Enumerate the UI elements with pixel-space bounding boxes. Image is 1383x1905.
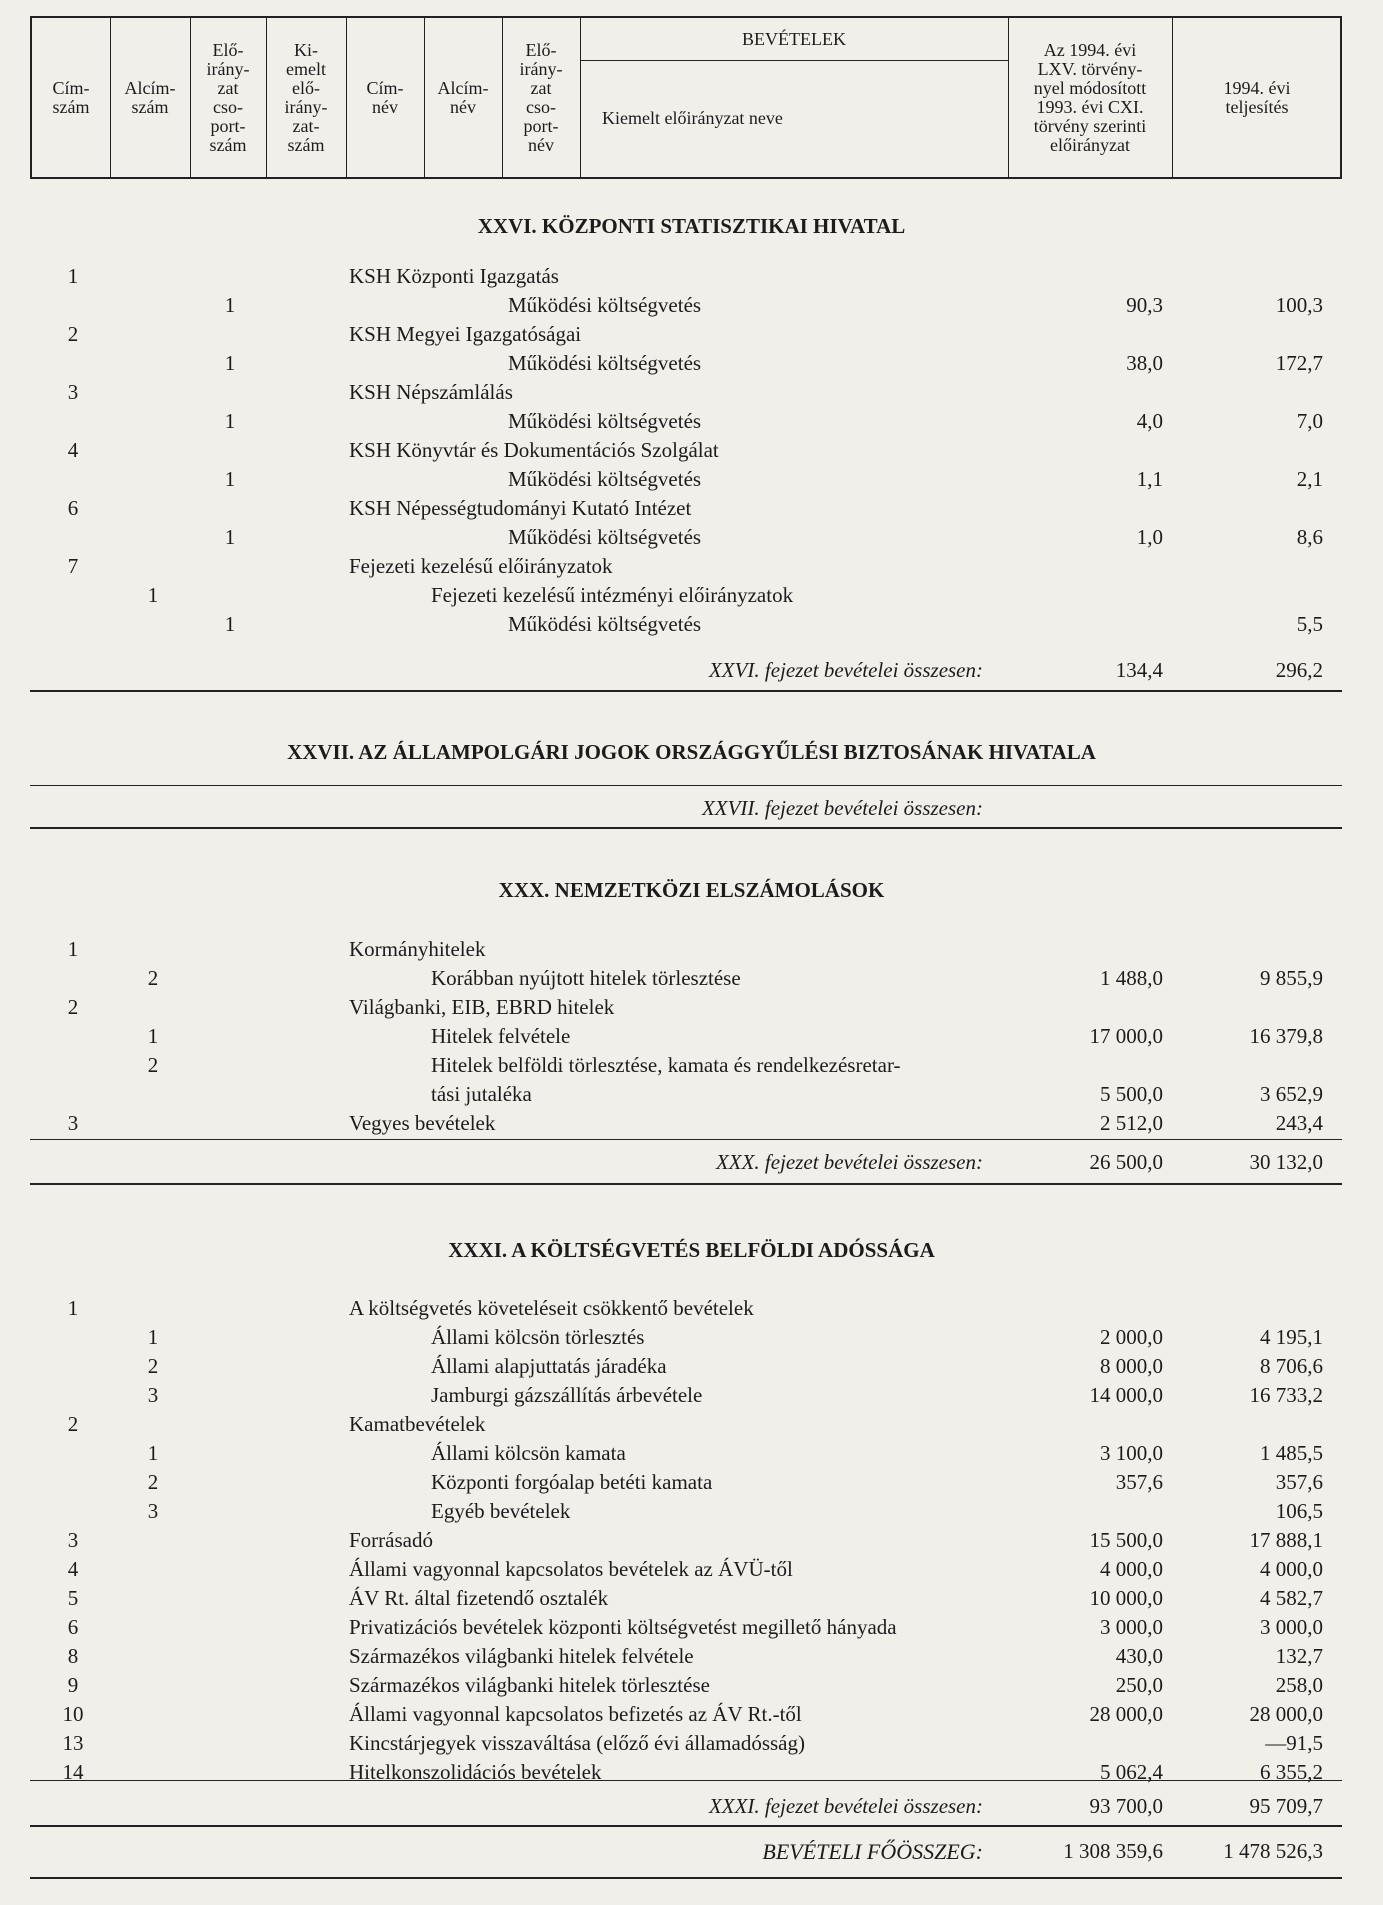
- teljesites-value: 4 582,7: [1260, 1586, 1323, 1610]
- section-total-label: XXVI. fejezet bevételei összesen:: [708, 658, 983, 682]
- teljesites-value: 17 888,1: [1249, 1528, 1323, 1552]
- section-total-eloiranyzat: 26 500,0: [1089, 1150, 1163, 1174]
- csoport-szam-cell: 1: [224, 293, 236, 317]
- eloiranyzat-value: 250,0: [1115, 1673, 1163, 1697]
- teljesites-value: 258,0: [1275, 1673, 1323, 1697]
- cim-szam-cell: 4: [67, 438, 79, 462]
- item-name-cell: Egyéb bevételek: [431, 1499, 571, 1523]
- item-name-cell: KSH Megyei Igazgatóságai: [349, 322, 582, 346]
- alcim-szam-cell: 3: [147, 1499, 159, 1523]
- item-name-cell: Privatizációs bevételek központi költségvetést megillető hányada: [349, 1615, 897, 1639]
- separator-line: [30, 827, 1342, 829]
- alcim-szam-cell: 2: [147, 966, 159, 990]
- header-bevetelek: BEVÉTELEK: [742, 28, 846, 49]
- cim-szam-cell: 4: [67, 1557, 79, 1581]
- section-total-row: [0, 1792, 1383, 1821]
- eloiranyzat-value: 14 000,0: [1089, 1383, 1163, 1407]
- section-total-eloiranyzat: 134,4: [1115, 658, 1163, 682]
- separator-line: [30, 1139, 1342, 1140]
- cim-szam-cell: 6: [67, 1615, 79, 1639]
- teljesites-value: 28 000,0: [1249, 1702, 1323, 1726]
- eloiranyzat-value: 357,6: [1115, 1470, 1163, 1494]
- teljesites-value: 9 855,9: [1260, 966, 1323, 990]
- alcim-szam-cell: 1: [147, 583, 159, 607]
- table-row: [0, 1022, 1383, 1051]
- item-name-cell: KSH Központi Igazgatás: [349, 264, 559, 288]
- teljesites-value: 243,4: [1275, 1111, 1323, 1135]
- cim-szam-cell: 2: [67, 322, 79, 346]
- teljesites-value: 4 195,1: [1260, 1325, 1323, 1349]
- item-name-cell: A költségvetés követeléseit csökkentő bevételek: [349, 1296, 754, 1320]
- item-name-cell: Működési költségvetés: [508, 351, 702, 375]
- separator-line: [30, 690, 1342, 692]
- table-row: [0, 964, 1383, 993]
- grand-total-teljesites: 1 478 526,3: [1223, 1839, 1323, 1863]
- eloiranyzat-value: 3 100,0: [1100, 1441, 1163, 1465]
- separator-line: [30, 1877, 1342, 1879]
- csoport-szam-cell: 1: [224, 467, 236, 491]
- table-row: [0, 1468, 1383, 1497]
- section-title: XXVII. AZ ÁLLAMPOLGÁRI JOGOK ORSZÁGGYŰLÉSI BIZTOSÁNAK HIVATALA: [287, 740, 1096, 764]
- table-row: [0, 1109, 1383, 1138]
- header-modositott-eloiranyzat: Az 1994. évi LXV. törvény- nyel módosított 1993. évi CXI. törvény szerinti előirányzat: [1033, 39, 1147, 155]
- teljesites-value: 106,5: [1275, 1499, 1323, 1523]
- table-row: [0, 494, 1383, 523]
- section-total-row: [0, 794, 1383, 823]
- cim-szam-cell: 6: [67, 496, 79, 520]
- teljesites-value: 16 379,8: [1249, 1024, 1323, 1048]
- item-name-cell: Működési költségvetés: [508, 293, 702, 317]
- eloiranyzat-value: 17 000,0: [1089, 1024, 1163, 1048]
- table-row: [0, 1381, 1383, 1410]
- table-row: [0, 1526, 1383, 1555]
- table-row: [0, 523, 1383, 552]
- table-row: [0, 552, 1383, 581]
- table-row: [0, 1080, 1383, 1109]
- table-row: [0, 1642, 1383, 1671]
- cim-szam-cell: 1: [67, 264, 79, 288]
- csoport-szam-cell: 1: [224, 351, 236, 375]
- teljesites-value: 8,6: [1296, 525, 1323, 549]
- table-row: [0, 1613, 1383, 1642]
- item-name-cell: Származékos világbanki hitelek törlesztése: [349, 1673, 710, 1697]
- table-row: [0, 1439, 1383, 1468]
- item-name-cell: Állami vagyonnal kapcsolatos befizetés az ÁV Rt.-től: [349, 1702, 802, 1726]
- item-name-cell: KSH Könyvtár és Dokumentációs Szolgálat: [349, 438, 719, 462]
- eloiranyzat-value: 1,0: [1136, 525, 1163, 549]
- item-name-cell: tási jutaléka: [431, 1082, 532, 1106]
- eloiranyzat-value: 8 000,0: [1100, 1354, 1163, 1378]
- teljesites-value: 8 706,6: [1260, 1354, 1323, 1378]
- header-kiemelt-eloiranyzat-szam: Ki- emelt elő- irány- zat- szám: [284, 39, 328, 155]
- table-row: [0, 291, 1383, 320]
- teljesites-value: 4 000,0: [1260, 1557, 1323, 1581]
- alcim-szam-cell: 2: [147, 1470, 159, 1494]
- alcim-szam-cell: 1: [147, 1024, 159, 1048]
- section-total-label: XXVII. fejezet bevételei összesen:: [701, 796, 983, 820]
- item-name-cell: ÁV Rt. által fizetendő osztalék: [349, 1586, 609, 1610]
- eloiranyzat-value: 38,0: [1126, 351, 1163, 375]
- eloiranyzat-value: 1,1: [1136, 467, 1163, 491]
- cim-szam-cell: 13: [62, 1731, 84, 1755]
- teljesites-value: 132,7: [1275, 1644, 1323, 1668]
- table-row: [0, 1758, 1383, 1787]
- table-row: [0, 1323, 1383, 1352]
- table-row: [0, 1729, 1383, 1758]
- teljesites-value: 1 485,5: [1260, 1441, 1323, 1465]
- item-name-cell: Állami kölcsön kamata: [431, 1441, 626, 1465]
- item-name-cell: Működési költségvetés: [508, 467, 702, 491]
- separator-line: [30, 1183, 1342, 1185]
- teljesites-value: 357,6: [1275, 1470, 1323, 1494]
- teljesites-value: 3 000,0: [1260, 1615, 1323, 1639]
- eloiranyzat-value: 28 000,0: [1089, 1702, 1163, 1726]
- teljesites-value: 3 652,9: [1260, 1082, 1323, 1106]
- teljesites-value: 6 355,2: [1260, 1760, 1323, 1784]
- item-name-cell: Korábban nyújtott hitelek törlesztése: [431, 966, 741, 990]
- grand-total-row: [0, 1837, 1383, 1866]
- section-title: XXVI. KÖZPONTI STATISZTIKAI HIVATAL: [477, 214, 906, 238]
- header-eloiranyzat-csoport-szam: Elő- irány- zat cso- port- szám: [206, 39, 250, 155]
- table-row: [0, 581, 1383, 610]
- table-row: [0, 262, 1383, 291]
- cim-szam-cell: 9: [67, 1673, 79, 1697]
- table-row: [0, 1051, 1383, 1080]
- item-name-cell: Működési költségvetés: [508, 525, 702, 549]
- header-teljesites: 1994. évi teljesítés: [1223, 77, 1291, 117]
- alcim-szam-cell: 1: [147, 1441, 159, 1465]
- item-name-cell: Fejezeti kezelésű előirányzatok: [349, 554, 613, 578]
- section-total-row: [0, 656, 1383, 685]
- item-name-cell: KSH Népességtudományi Kutató Intézet: [349, 496, 692, 520]
- cim-szam-cell: 10: [62, 1702, 84, 1726]
- table-row: [0, 465, 1383, 494]
- item-name-cell: KSH Népszámlálás: [349, 380, 513, 404]
- header-alcim-szam: Alcím- szám: [124, 77, 176, 117]
- cim-szam-cell: 1: [67, 1296, 79, 1320]
- eloiranyzat-value: 3 000,0: [1100, 1615, 1163, 1639]
- grand-total-eloiranyzat: 1 308 359,6: [1063, 1839, 1163, 1863]
- section-total-teljesites: 30 132,0: [1249, 1150, 1323, 1174]
- table-row: [0, 610, 1383, 639]
- eloiranyzat-value: 2 000,0: [1100, 1325, 1163, 1349]
- cim-szam-cell: 2: [67, 1412, 79, 1436]
- item-name-cell: Világbanki, EIB, EBRD hitelek: [349, 995, 615, 1019]
- item-name-cell: Központi forgóalap betéti kamata: [431, 1470, 713, 1494]
- header-eloiranyzat-csoport-nev: Elő- irány- zat cso- port- név: [519, 39, 563, 155]
- table-row: [0, 1410, 1383, 1439]
- item-name-cell: Működési költségvetés: [508, 612, 702, 636]
- table-row: [0, 1352, 1383, 1381]
- eloiranyzat-value: 4 000,0: [1100, 1557, 1163, 1581]
- grand-total-label: BEVÉTELI FŐÖSSZEG:: [762, 1839, 983, 1864]
- table-row: [0, 935, 1383, 964]
- cim-szam-cell: 5: [67, 1586, 79, 1610]
- table-row: [0, 1294, 1383, 1323]
- section-total-row: [0, 1148, 1383, 1177]
- csoport-szam-cell: 1: [224, 612, 236, 636]
- section-total-teljesites: 95 709,7: [1249, 1794, 1323, 1818]
- cim-szam-cell: 3: [67, 1528, 79, 1552]
- item-name-cell: Állami kölcsön törlesztés: [431, 1325, 645, 1349]
- header-alcim-nev: Alcím- név: [437, 77, 489, 117]
- table-row: [0, 1555, 1383, 1584]
- eloiranyzat-value: 5 062,4: [1100, 1760, 1163, 1784]
- item-name-cell: Származékos világbanki hitelek felvétele: [349, 1644, 694, 1668]
- cim-szam-cell: 7: [67, 554, 79, 578]
- item-name-cell: Fejezeti kezelésű intézményi előirányzatok: [431, 583, 794, 607]
- table-row: [0, 407, 1383, 436]
- header-kiemelt-eloiranyzat-neve: Kiemelt előirányzat neve: [602, 108, 783, 128]
- table-row: [0, 378, 1383, 407]
- eloiranyzat-value: 10 000,0: [1089, 1586, 1163, 1610]
- separator-line: [30, 1780, 1342, 1781]
- cim-szam-cell: 14: [62, 1760, 84, 1784]
- eloiranyzat-value: 5 500,0: [1100, 1082, 1163, 1106]
- alcim-szam-cell: 2: [147, 1053, 159, 1077]
- csoport-szam-cell: 1: [224, 409, 236, 433]
- item-name-cell: Állami alapjuttatás járadéka: [431, 1354, 667, 1378]
- table-row: [0, 1671, 1383, 1700]
- header-cim-nev: Cím- név: [366, 77, 404, 117]
- section-total-label: XXXI. fejezet bevételei összesen:: [708, 1794, 983, 1818]
- table-header: [30, 16, 1342, 179]
- section-total-label: XXX. fejezet bevételei összesen:: [715, 1150, 983, 1174]
- item-name-cell: Kincstárjegyek visszaváltása (előző évi államadósság): [349, 1731, 805, 1755]
- eloiranyzat-value: 90,3: [1126, 293, 1163, 317]
- eloiranyzat-value: 15 500,0: [1089, 1528, 1163, 1552]
- item-name-cell: Forrásadó: [349, 1528, 433, 1552]
- section-total-eloiranyzat: 93 700,0: [1089, 1794, 1163, 1818]
- section-title: XXXI. A KÖLTSÉGVETÉS BELFÖLDI ADÓSSÁGA: [448, 1238, 935, 1262]
- teljesites-value: 100,3: [1275, 293, 1323, 317]
- table-row: [0, 1700, 1383, 1729]
- alcim-szam-cell: 3: [147, 1383, 159, 1407]
- teljesites-value: —91,5: [1265, 1731, 1323, 1755]
- teljesites-value: 7,0: [1296, 409, 1323, 433]
- separator-line: [30, 1825, 1342, 1827]
- cim-szam-cell: 3: [67, 380, 79, 404]
- alcim-szam-cell: 1: [147, 1325, 159, 1349]
- table-row: [0, 436, 1383, 465]
- item-name-cell: Kamatbevételek: [349, 1412, 486, 1436]
- cim-szam-cell: 1: [67, 937, 79, 961]
- alcim-szam-cell: 2: [147, 1354, 159, 1378]
- table-row: [0, 1584, 1383, 1613]
- cim-szam-cell: 2: [67, 995, 79, 1019]
- teljesites-value: 2,1: [1296, 467, 1323, 491]
- item-name-cell: Hitelek belföldi törlesztése, kamata és rendelkezésretar-: [431, 1053, 901, 1077]
- table-row: [0, 320, 1383, 349]
- table-row: [0, 349, 1383, 378]
- eloiranyzat-value: 4,0: [1136, 409, 1163, 433]
- teljesites-value: 16 733,2: [1249, 1383, 1323, 1407]
- teljesites-value: 172,7: [1275, 351, 1323, 375]
- teljesites-value: 5,5: [1296, 612, 1323, 636]
- section-title: XXX. NEMZETKÖZI ELSZÁMOLÁSOK: [498, 878, 885, 902]
- csoport-szam-cell: 1: [224, 525, 236, 549]
- table-row: [0, 993, 1383, 1022]
- eloiranyzat-value: 1 488,0: [1100, 966, 1163, 990]
- separator-line: [30, 785, 1342, 786]
- eloiranyzat-value: 430,0: [1115, 1644, 1163, 1668]
- table-row: [0, 1497, 1383, 1526]
- cim-szam-cell: 3: [67, 1111, 79, 1135]
- item-name-cell: Jamburgi gázszállítás árbevétele: [431, 1383, 703, 1407]
- item-name-cell: Kormányhitelek: [349, 937, 486, 961]
- eloiranyzat-value: 2 512,0: [1100, 1111, 1163, 1135]
- item-name-cell: Vegyes bevételek: [349, 1111, 496, 1135]
- item-name-cell: Hitelkonszolidációs bevételek: [349, 1760, 602, 1784]
- section-total-teljesites: 296,2: [1275, 658, 1323, 682]
- item-name-cell: Hitelek felvétele: [431, 1024, 571, 1048]
- item-name-cell: Állami vagyonnal kapcsolatos bevételek az ÁVÜ-től: [349, 1557, 793, 1581]
- header-cim-szam: Cím- szám: [52, 77, 90, 117]
- cim-szam-cell: 8: [67, 1644, 79, 1668]
- item-name-cell: Működési költségvetés: [508, 409, 702, 433]
